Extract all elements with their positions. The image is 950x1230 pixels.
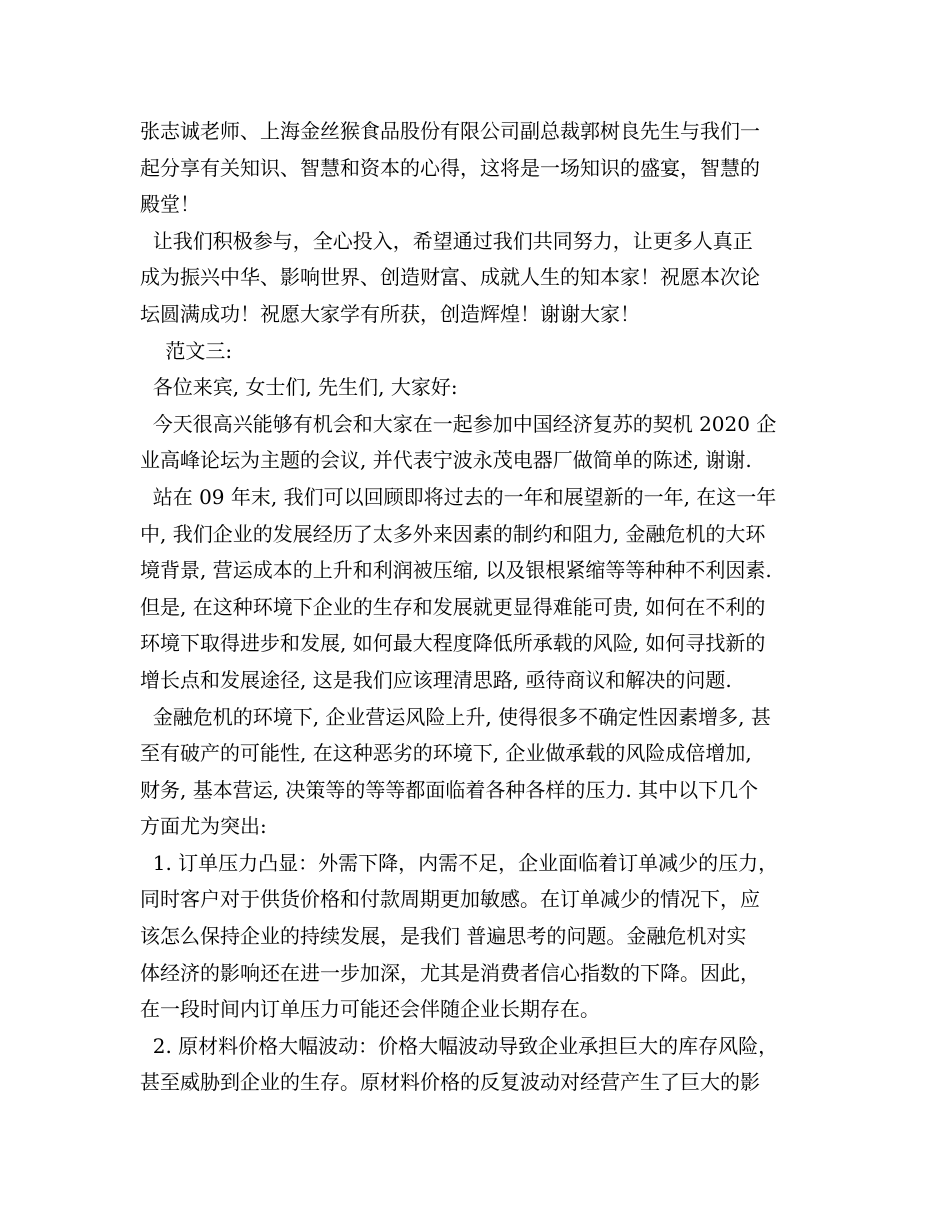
text-line: 境背景, 营运成本的上升和利润被压缩, 以及银根紧缩等等种种不利因素. <box>140 558 772 583</box>
text-line: 1. 订单压力凸显：外需下降，内需不足，企业面临着订单减少的压力， <box>140 850 779 875</box>
text-line: 今天很高兴能够有机会和大家在一起参加中国经济复苏的契机 2020 企 <box>140 411 777 436</box>
text-line: 让我们积极参与，全心投入，希望通过我们共同努力，让更多人真正 <box>140 228 753 253</box>
text-line: 范文三: <box>140 338 233 363</box>
text-line: 中, 我们企业的发展经历了太多外来因素的制约和阻力, 金融危机的大环 <box>140 521 766 546</box>
text-line: 业高峰论坛为主题的会议, 并代表宁波永茂电器厂做简单的陈述, 谢谢. <box>140 448 752 473</box>
text-line: 财务, 基本营运, 决策等的等等都面临着各种各样的压力. 其中以下几个 <box>140 777 759 802</box>
text-line: 坛圆满成功！祝愿大家学有所获，创造辉煌！谢谢大家！ <box>140 301 640 326</box>
text-line: 但是, 在这种环境下企业的生存和发展就更显得难能可贵, 如何在不利的 <box>140 594 766 619</box>
text-line: 2. 原材料价格大幅波动：价格大幅波动导致企业承担巨大的库存风险， <box>140 1033 779 1058</box>
text-line: 增长点和发展途径, 这是我们应该理清思路, 亟待商议和解决的问题. <box>140 667 732 692</box>
text-line: 至有破产的可能性, 在这种恶劣的环境下, 企业做承载的风险成倍增加, <box>140 741 752 766</box>
text-line: 该怎么保持企业的持续发展，是我们 普遍思考的问题。金融危机对实 <box>140 924 747 949</box>
text-line: 在一段时间内订单压力可能还会伴随企业长期存在。 <box>140 997 600 1022</box>
text-line: 各位来宾, 女士们, 先生们, 大家好: <box>140 375 458 400</box>
document-body <box>140 113 830 1101</box>
text-line: 起分享有关知识、智慧和资本的心得，这将是一场知识的盛宴，智慧的 <box>140 155 760 180</box>
text-line: 殿堂！ <box>140 192 200 217</box>
text-line: 方面尤为突出: <box>140 814 267 839</box>
text-line: 环境下取得进步和发展, 如何最大程度降低所承载的风险, 如何寻找新的 <box>140 631 766 656</box>
text-line: 成为振兴中华、影响世界、创造财富、成就人生的知本家！祝愿本次论 <box>140 265 760 290</box>
text-line: 体经济的影响还在进一步加深，尤其是消费者信心指数的下降。因此， <box>140 960 760 985</box>
text-line: 金融危机的环境下, 企业营运风险上升, 使得很多不确定性因素增多, 甚 <box>140 704 771 729</box>
text-line: 站在 09 年末, 我们可以回顾即将过去的一年和展望新的一年, 在这一年 <box>140 484 777 509</box>
text-line: 同时客户对于供货价格和付款周期更加敏感。在订单减少的情况下，应 <box>140 887 760 912</box>
text-line: 张志诚老师、上海金丝猴食品股份有限公司副总裁郭树良先生与我们一 <box>140 119 760 143</box>
text-line: 甚至威胁到企业的生存。原材料价格的反复波动对经营产生了巨大的影 <box>140 1070 760 1095</box>
